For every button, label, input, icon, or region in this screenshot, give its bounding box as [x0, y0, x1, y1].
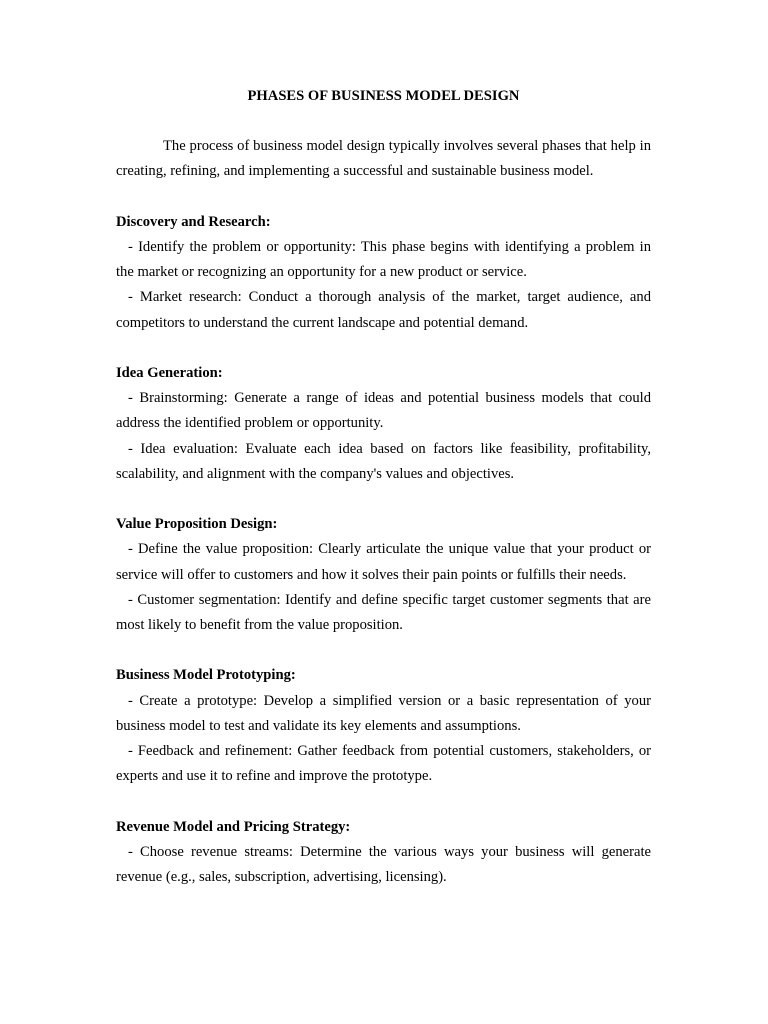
- section-item: - Brainstorming: Generate a range of ideas and potential business models that could address the identified problem or opportunity.: [116, 390, 651, 432]
- section-item: - Define the value proposition: Clearly articulate the unique value that your product or service will offer to customers and how it solves their pain points or fulfills their needs.: [116, 541, 651, 583]
- section-item: - Choose revenue streams: Determine the various ways your business will generate revenue (e.g., sales, subscription, advertising, licensing).: [116, 843, 651, 886]
- section-heading: Value Proposition Design:: [116, 516, 278, 533]
- section-heading: Business Model Prototyping:: [116, 667, 296, 684]
- section-idea-generation: [116, 361, 651, 487]
- section-heading: Revenue Model and Pricing Strategy:: [116, 818, 351, 835]
- section-heading: Idea Generation:: [116, 365, 223, 381]
- section-value-proposition: [116, 512, 651, 638]
- section-discovery: [116, 210, 651, 336]
- section-item: - Create a prototype: Develop a simplified version or a basic representation of your business model to test and validate its key elements and assumptions.: [116, 692, 651, 734]
- section-item: - Idea evaluation: Evaluate each idea based on factors like feasibility, profitability, scalability, and alignment with the company's values and objectives.: [116, 440, 651, 482]
- section-item: - Customer segmentation: Identify and define specific target customer segments that are most likely to benefit from the value proposition.: [116, 591, 651, 634]
- section-item: - Feedback and refinement: Gather feedback from potential customers, stakeholders, or experts and use it to refine and improve the prototype.: [116, 743, 651, 785]
- section-heading: Discovery and Research:: [116, 213, 271, 230]
- section-revenue-model: [116, 815, 651, 891]
- section-prototyping: [116, 663, 651, 789]
- document-page: [116, 84, 651, 915]
- section-item: - Identify the problem or opportunity: This phase begins with identifying a problem in the market or recognizing an opportunity for a new product or service.: [116, 239, 651, 281]
- intro-paragraph: The process of business model design typically involves several phases that help in creating, refining, and implementing a successful and sustainable business model.: [116, 138, 651, 180]
- section-item: - Market research: Conduct a thorough analysis of the market, target audience, and competitors to understand the current landscape and potential demand.: [116, 289, 651, 331]
- document-title: PHASES OF BUSINESS MODEL DESIGN: [247, 88, 520, 104]
